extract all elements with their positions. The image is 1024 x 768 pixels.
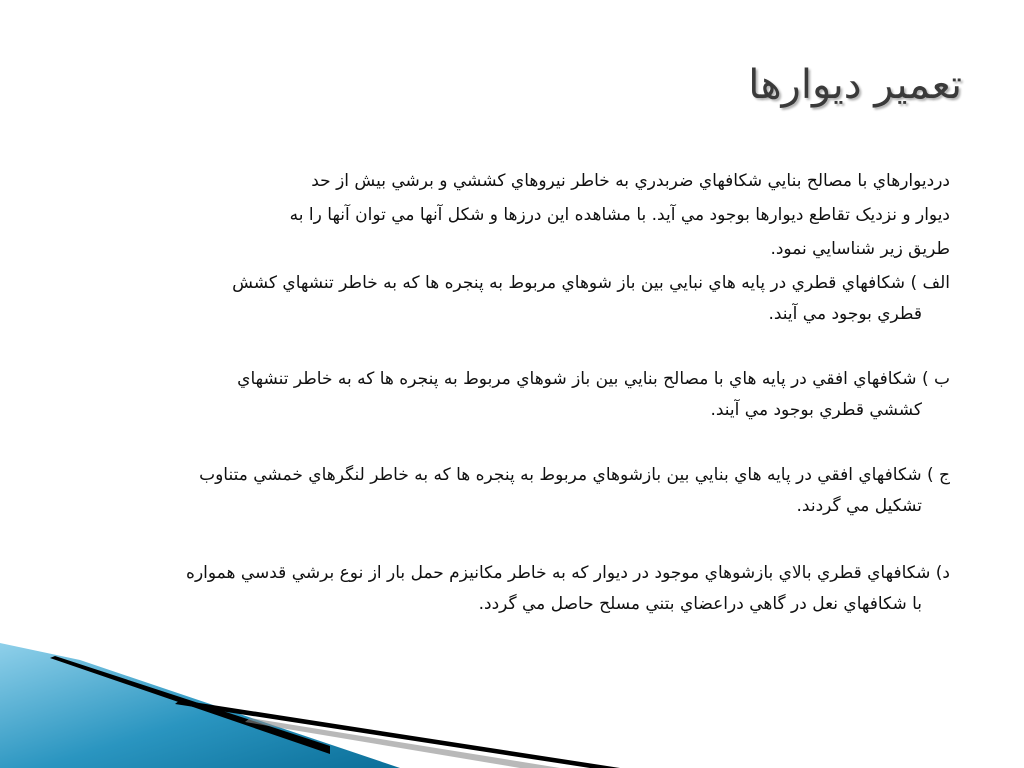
paragraph-line: كششي قطري بوجود مي آيند. (710, 400, 922, 420)
paragraph-be (70, 364, 950, 426)
paragraph-line: با شكافهاي نعل در گاهي دراعضاي بتني مسلح حاصل مي گردد. (478, 594, 922, 614)
paragraph-line: الف ) شكافهاي قطري در پايه هاي نبايي بين باز شوهاي مربوط به پنجره ها كه به خاطر تنشهاي كشش (232, 273, 950, 293)
slide-title: تعمير ديوارها (748, 62, 962, 108)
paragraph-jim (70, 460, 950, 522)
paragraph-line: تشكيل مي گردند. (796, 496, 922, 516)
intro-paragraph (250, 164, 950, 266)
intro-line: طريق زير شناسايي نمود. (770, 239, 950, 259)
paragraph-line: ب ) شكافهاي افقي در پايه هاي با مصالح بنايي بين باز شوهاي مربوط به پنجره ها كه به خاطر تنشهاي (237, 369, 950, 389)
paragraph-dal (70, 558, 950, 620)
paragraph-alef (70, 268, 950, 330)
paragraph-line: د) شكافهاي قطري بالاي بازشوهاي موجود در ديوار كه به خاطر مكانيزم حمل بار از نوع برشي قدسي همواره (186, 563, 950, 583)
paragraph-line: قطري بوجود مي آيند. (768, 304, 922, 324)
paragraph-line: ج ) شكافهاي افقي در پايه هاي بنايي بين بازشوهاي مربوط به پنجره ها كه به خاطر لنگرهاي خمشي متناوب (199, 465, 950, 485)
intro-line: درديوارهاي با مصالح بنايي شكافهاي ضربدري به خاطر نيروهاي كششي و برشي بيش از حد (311, 171, 950, 191)
corner-decoration (0, 638, 620, 768)
intro-line: ديوار و نزديک تقاطع ديوارها بوجود مي آيد. با مشاهده اين درزها و شکل آنها مي توان آنها را به (289, 205, 950, 225)
